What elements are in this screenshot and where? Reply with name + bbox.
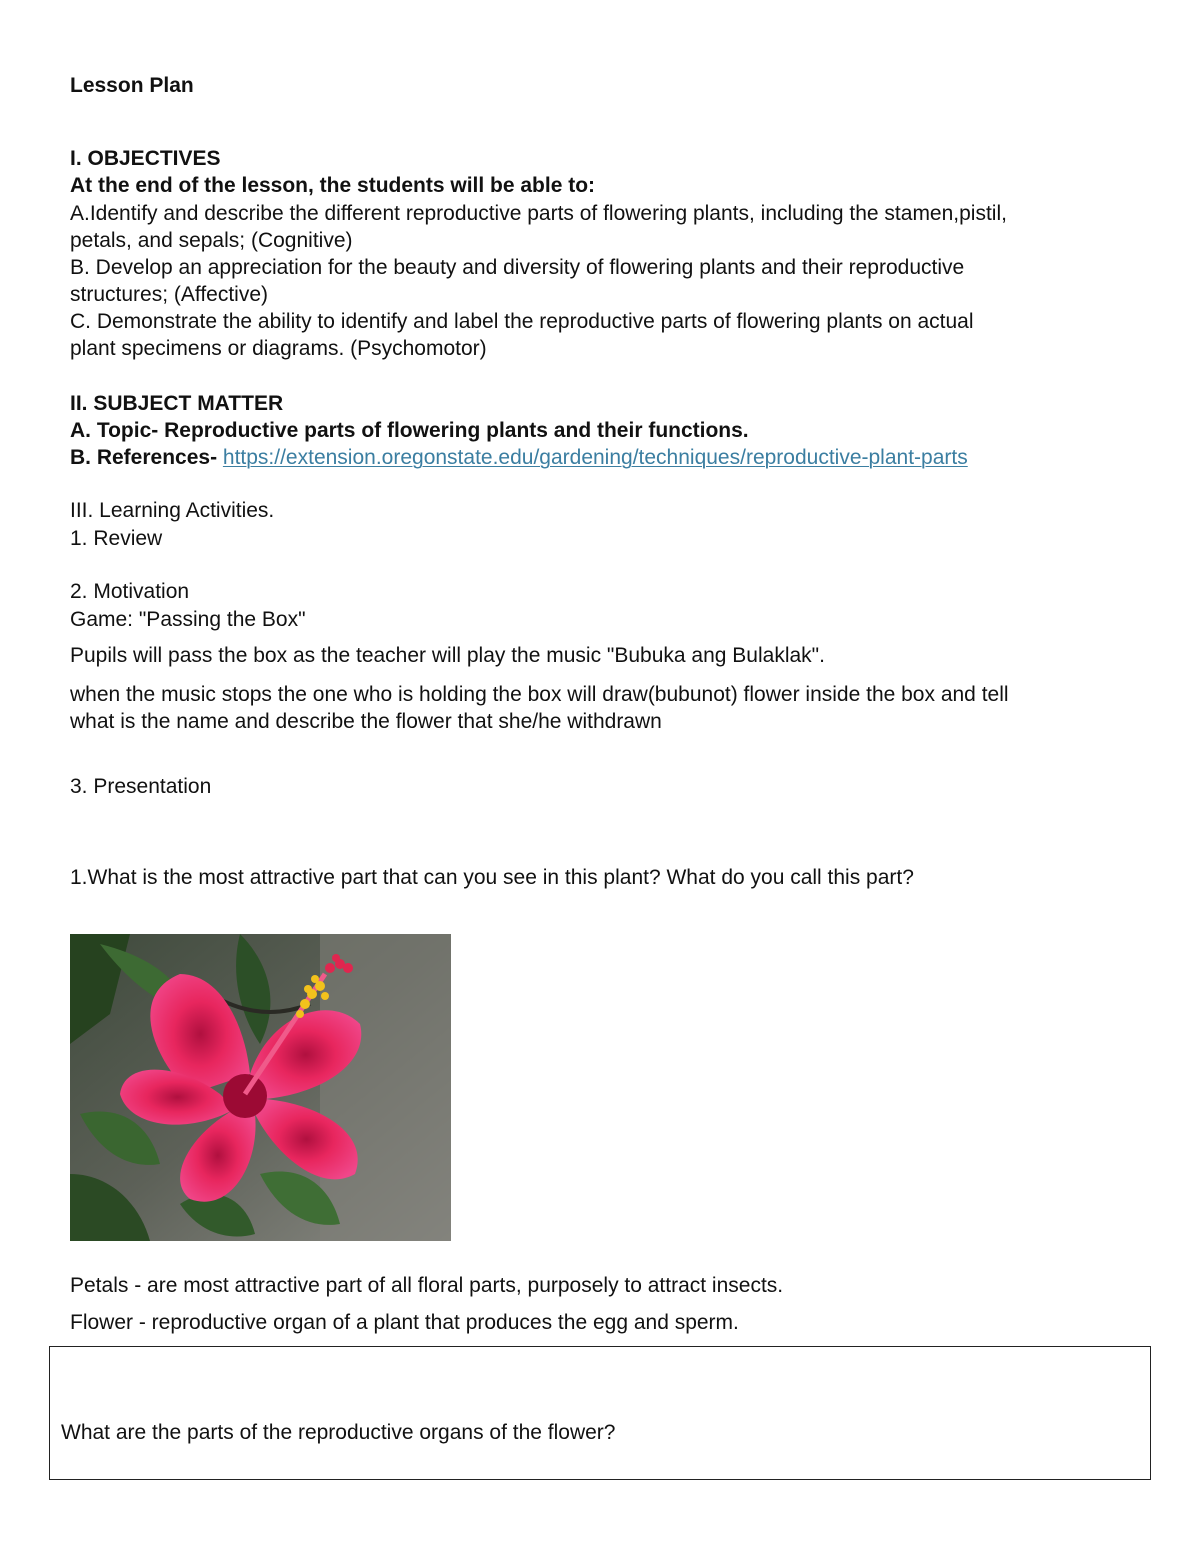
presentation-question: 1.What is the most attractive part that can you see in this plant? What do you call this part?	[70, 866, 914, 889]
petals-definition: Petals - are most attractive part of all floral parts, purposely to attract insects.	[70, 1274, 784, 1297]
objectives-heading: I. OBJECTIVES	[70, 147, 221, 170]
objective-c-line1: C. Demonstrate the ability to identify and label the reproductive parts of flowering plants on actual	[70, 310, 974, 333]
objective-b-line1: B. Develop an appreciation for the beauty and diversity of flowering plants and their reproductive	[70, 256, 965, 279]
pass-box-text: Pupils will pass the box as the teacher will play the music "Bubuka ang Bulaklak".	[70, 644, 825, 667]
references-link[interactable]: https://extension.oregonstate.edu/gardening/techniques/reproductive-plant-parts	[222, 446, 968, 469]
activities-heading: III. Learning Activities.	[70, 499, 275, 522]
objective-a-line2: petals, and sepals; (Cognitive)	[70, 229, 353, 252]
music-stop-line1: when the music stops the one who is holding the box will draw(bubunot) flower inside the box and tell	[70, 683, 1009, 706]
hibiscus-flower-image	[70, 934, 451, 1241]
flower-definition: Flower - reproductive organ of a plant that produces the egg and sperm.	[70, 1311, 739, 1334]
references-label: B. References-	[70, 446, 218, 469]
objectives-intro: At the end of the lesson, the students will be able to:	[70, 174, 596, 197]
motivation-item: 2. Motivation	[70, 580, 190, 603]
objective-b-line2: structures; (Affective)	[70, 283, 269, 306]
game-title: Game: "Passing the Box"	[70, 608, 306, 631]
presentation-item: 3. Presentation	[70, 775, 212, 798]
review-item: 1. Review	[70, 527, 163, 550]
references-line	[70, 444, 968, 471]
reproductive-organs-question: What are the parts of the reproductive organs of the flower?	[61, 1421, 616, 1444]
question-box	[49, 1346, 1151, 1480]
music-stop-line2: what is the name and describe the flower that she/he withdrawn	[70, 710, 662, 733]
subject-matter-heading: II. SUBJECT MATTER	[70, 392, 284, 415]
page-title: Lesson Plan	[70, 74, 194, 97]
subject-topic: A. Topic- Reproductive parts of flowering plants and their functions.	[70, 419, 749, 442]
objective-c-line2: plant specimens or diagrams. (Psychomotor)	[70, 337, 487, 360]
objective-a-line1: A.Identify and describe the different reproductive parts of flowering plants, including the stamen,pistil,	[70, 202, 1007, 225]
